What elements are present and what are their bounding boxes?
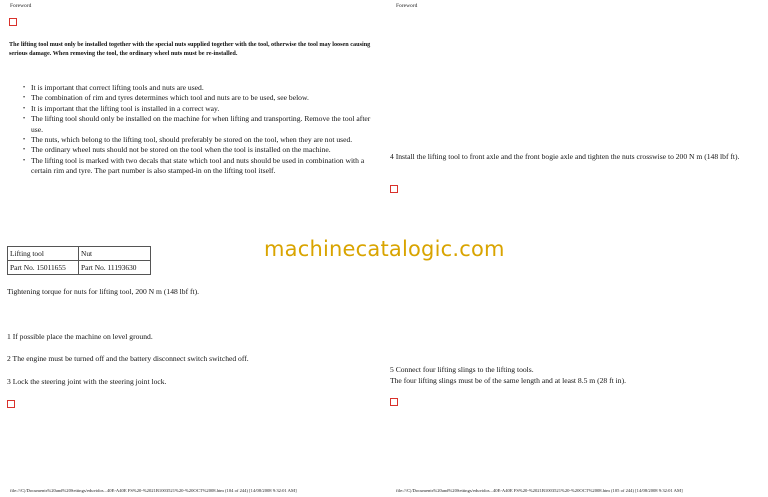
step-3: 3 Lock the steering joint with the steering joint lock. <box>7 377 167 386</box>
list-item: • The nuts, which belong to the lifting tool, should preferably be stored on the tool, when they are not used. <box>23 135 375 145</box>
torque-text: Tightening torque for nuts for lifting tool, 200 N m (148 lbf ft). <box>7 287 200 296</box>
step-5-line-1: 5 Connect four lifting slings to the lifting tools. <box>390 365 534 374</box>
left-page-header: Foreword <box>10 3 32 9</box>
table-row <box>8 261 151 275</box>
missing-image-icon <box>7 400 15 408</box>
bullet-list <box>23 83 375 177</box>
step-5-line-2: The four lifting slings must be of the same length and at least 8.5 m (28 ft in). <box>390 376 626 385</box>
table-header-row <box>8 247 151 261</box>
table-cell: Part No. 15011655 <box>8 261 79 275</box>
step-4: 4 Install the lifting tool to front axle and the front bogie axle and tighten the nuts crosswise to 200 N m (148 lbf ft). <box>390 152 740 161</box>
missing-image-icon <box>390 185 398 193</box>
table-header-cell: Lifting tool <box>8 247 79 261</box>
list-item: • The lifting tool is marked with two decals that state which tool and nuts should be used in combination with a certain rim and tyre. The part number is also stamped-in on the lifting tool itself. <box>23 156 375 177</box>
table-cell: Part No. 11193630 <box>79 261 151 275</box>
warning-text: The lifting tool must only be installed together with the special nuts supplied together with the tool, otherwise the tool may loosen causing serious damage. When removing the tool, the ordinary wheel nuts must be re-installed. <box>9 41 371 57</box>
step-2: 2 The engine must be turned off and the battery disconnect switch switched off. <box>7 354 249 363</box>
list-item: • The combination of rim and tyres determines which tool and nuts are to be used, see below. <box>23 93 375 103</box>
left-page-footer: file:///C|/Documents%20and%20Settings/eduvidos...40E-A40E FS%20-%2021B1003521%20-%20OCT%2008.htm (104 of 244) [14/08/2008 9:32:01 AM] <box>10 488 297 493</box>
table-header-cell: Nut <box>79 247 151 261</box>
list-item: • The ordinary wheel nuts should not be stored on the tool when the tool is installed on the machine. <box>23 145 375 155</box>
list-item: • The lifting tool should only be installed on the machine for when lifting and transporting. Remove the tool after use. <box>23 114 375 135</box>
missing-image-icon <box>390 398 398 406</box>
list-item: • It is important that correct lifting tools and nuts are used. <box>23 83 375 93</box>
right-page-footer: file:///C|/Documents%20and%20Settings/eduvidos...40E-A40E FS%20-%2021B1003521%20-%20OCT%2008.htm (105 of 244) [14/08/2008 9:32:01 AM] <box>396 488 683 493</box>
right-page-header: Foreword <box>396 3 418 9</box>
watermark-text: machinecatalogic.com <box>264 237 505 261</box>
list-item: • It is important that the lifting tool is installed in a correct way. <box>23 104 375 114</box>
missing-image-icon <box>9 18 17 26</box>
parts-table <box>7 246 151 275</box>
step-1: 1 If possible place the machine on level ground. <box>7 332 153 341</box>
